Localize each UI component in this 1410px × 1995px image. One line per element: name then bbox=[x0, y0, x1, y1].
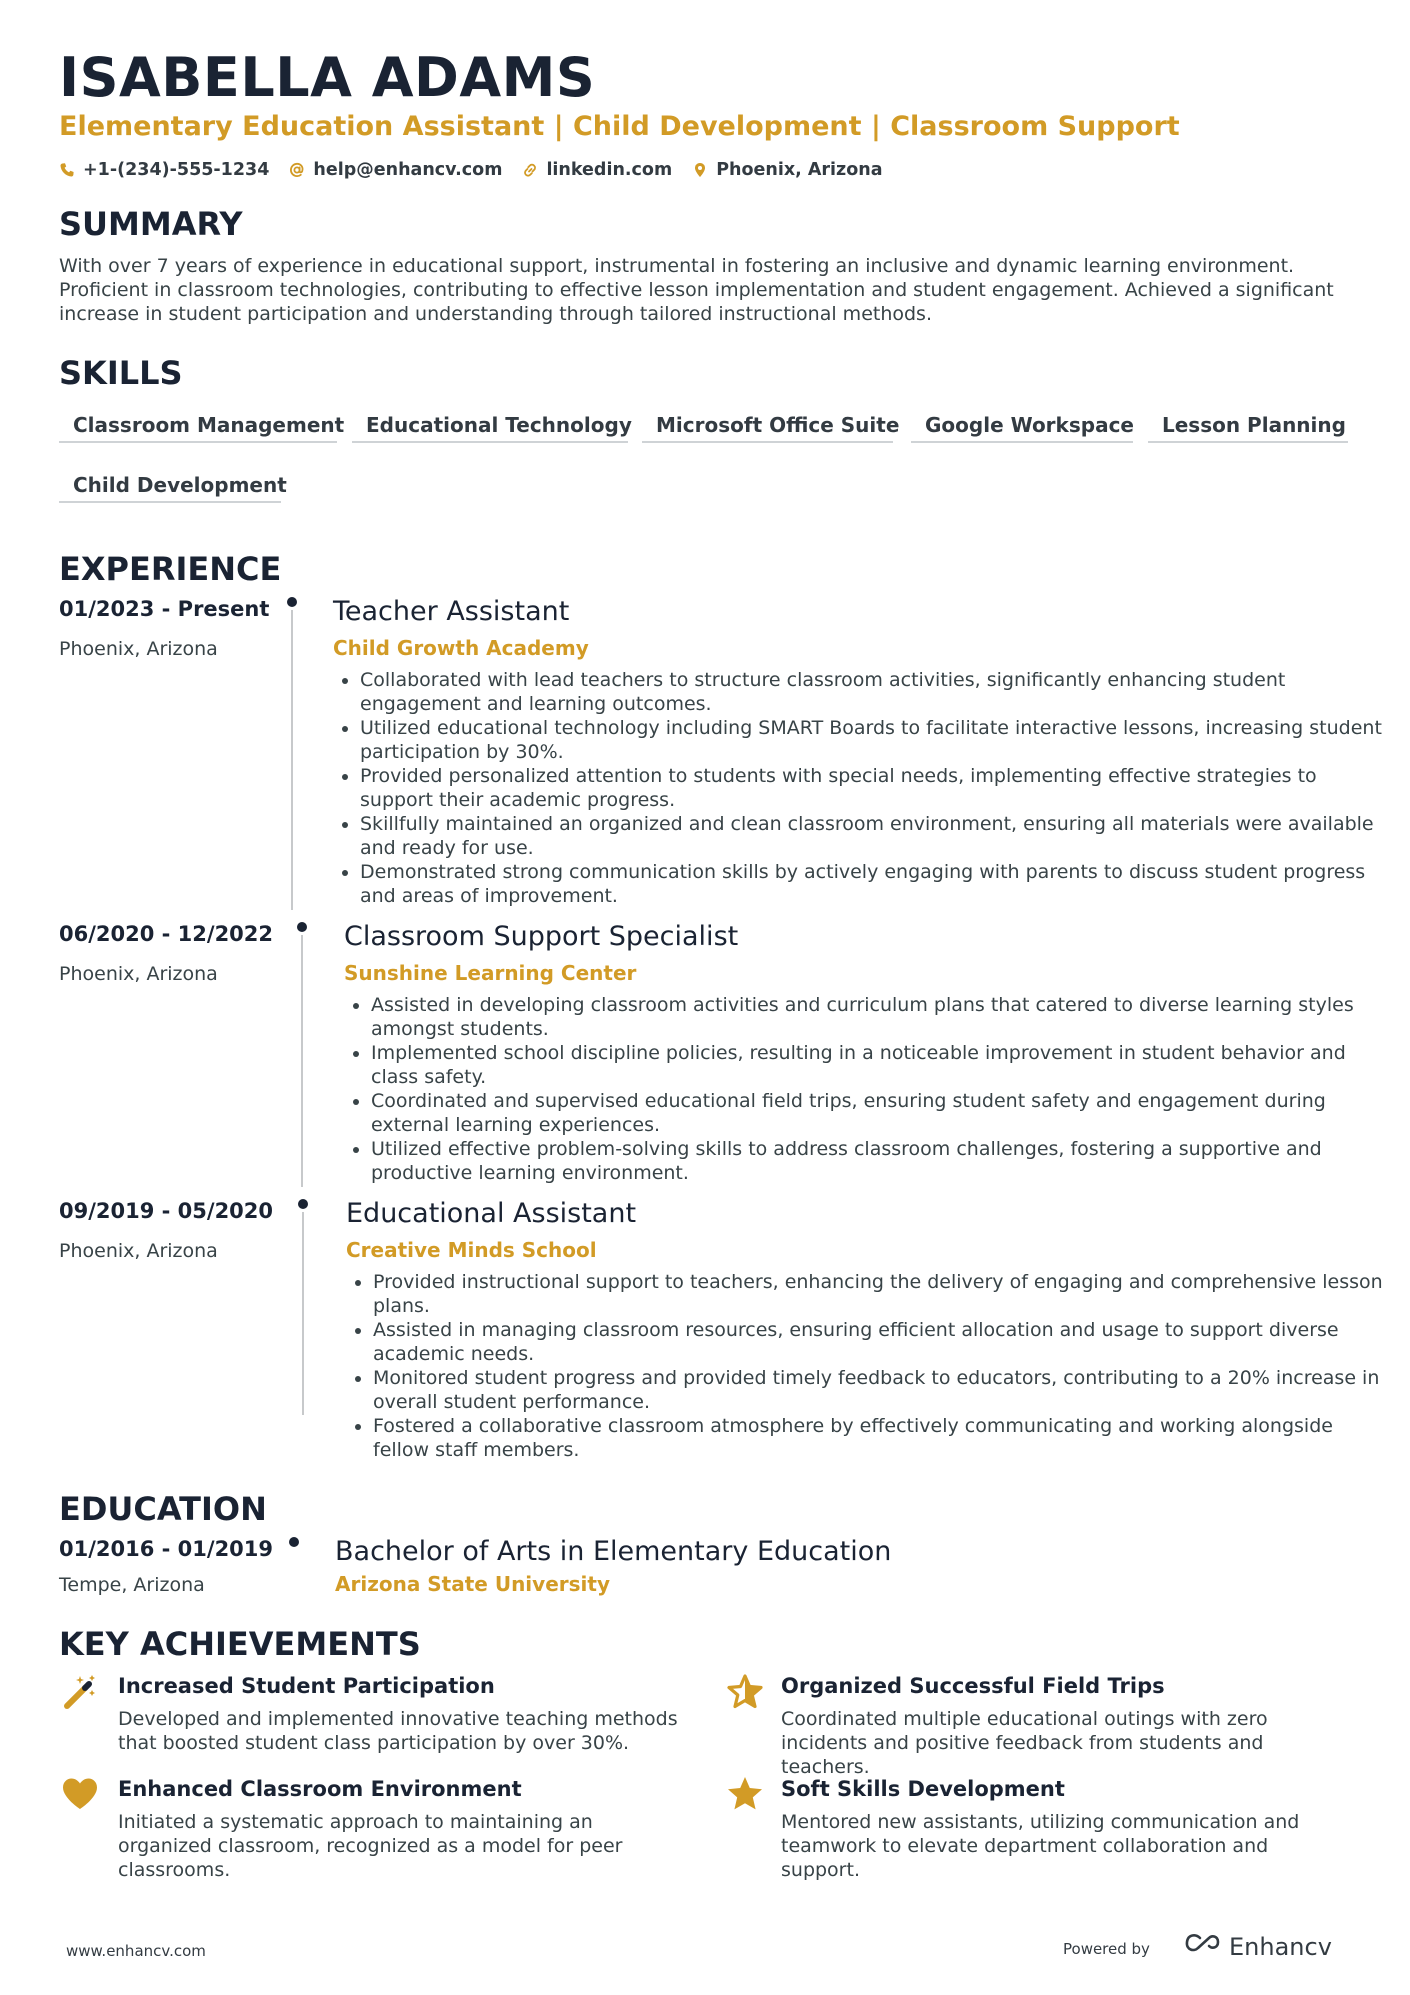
achievement-description: Coordinated multiple educational outings with zero incidents and positive feedback from students and teachers. bbox=[781, 1708, 1268, 1778]
job-bullet: • Utilized effective problem-solving skills to address classroom challenges, fostering a supportive and productive learning environment. bbox=[371, 1137, 1371, 1185]
education-degree: Bachelor of Arts in Elementary Education bbox=[335, 1536, 892, 1567]
link-icon bbox=[522, 162, 538, 178]
job-dates: 09/2019 - 05/2020 bbox=[59, 1199, 274, 1223]
footer-website-link[interactable]: www.enhancv.com bbox=[66, 1942, 206, 1960]
contact-phone-text: +1-(234)-555-1234 bbox=[83, 160, 270, 180]
timeline-line bbox=[301, 935, 303, 1187]
timeline-line bbox=[302, 1212, 304, 1415]
achievement-description: Developed and implemented innovative teaching methods that boosted student class participation by over 30%. bbox=[118, 1708, 678, 1754]
job-location: Phoenix, Arizona bbox=[59, 963, 218, 985]
achievement-title: Organized Successful Field Trips bbox=[781, 1674, 1165, 1698]
education-dates: 01/2016 - 01/2019 bbox=[59, 1537, 274, 1561]
job-dates: 01/2023 - Present bbox=[59, 597, 270, 621]
job-bullet: • Skillfully maintained an organized and clean classroom environment, ensuring all materials were available and ready for use. bbox=[360, 812, 1390, 860]
contact-bar bbox=[59, 160, 883, 180]
job-company: Creative Minds School bbox=[346, 1238, 597, 1262]
achievement-title: Increased Student Participation bbox=[118, 1674, 495, 1698]
magic-wand-icon bbox=[60, 1672, 100, 1712]
candidate-headline: Elementary Education Assistant | Child Development | Classroom Support bbox=[59, 111, 1180, 142]
job-title: Classroom Support Specialist bbox=[344, 921, 739, 952]
contact-email[interactable] bbox=[289, 160, 502, 180]
timeline-dot bbox=[289, 1537, 299, 1547]
summary-text: With over 7 years of experience in educational support, instrumental in fostering an inclusive and dynamic learning environment. Proficient in classroom technologies, contributing to effective lesson implementation and student engagement. Achieved a significant increase in student participation and understanding through tailored instructional methods. bbox=[59, 255, 1334, 325]
skill-tag: Classroom Management bbox=[59, 407, 337, 443]
timeline-dot bbox=[298, 1199, 308, 1209]
experience-heading: EXPERIENCE bbox=[59, 550, 282, 588]
education-school: Arizona State University bbox=[335, 1572, 610, 1596]
footer-powered-by: Powered by bbox=[1063, 1940, 1150, 1958]
skill-tag: Educational Technology bbox=[352, 407, 628, 443]
timeline-dot bbox=[287, 597, 297, 607]
candidate-name: ISABELLA ADAMS bbox=[59, 46, 596, 109]
job-bullet: • Assisted in developing classroom activities and curriculum plans that catered to diverse learning styles amongst students. bbox=[371, 993, 1371, 1041]
job-bullet: • Utilized educational technology including SMART Boards to facilitate interactive lessons, increasing student participation by 30%. bbox=[360, 716, 1390, 764]
job-location: Phoenix, Arizona bbox=[59, 1240, 218, 1262]
contact-location bbox=[692, 160, 882, 180]
job-bullets bbox=[346, 1270, 1383, 1462]
timeline-line bbox=[291, 610, 293, 910]
heart-icon bbox=[60, 1774, 100, 1814]
contact-linkedin-text: linkedin.com bbox=[546, 160, 673, 180]
job-company: Child Growth Academy bbox=[333, 636, 589, 660]
job-bullet: • Monitored student progress and provided timely feedback to educators, contributing to a 20% increase in overall student performance. bbox=[373, 1366, 1383, 1414]
job-bullets bbox=[344, 993, 1371, 1185]
education-location: Tempe, Arizona bbox=[59, 1574, 205, 1596]
footer-brand-name: Enhancv bbox=[1229, 1933, 1332, 1961]
star-icon bbox=[725, 1774, 765, 1814]
phone-icon bbox=[59, 162, 75, 178]
job-bullet: • Demonstrated strong communication skills by actively engaging with parents to discuss student progress and areas of improvement. bbox=[360, 860, 1390, 908]
achievement-description: Initiated a systematic approach to maintaining an organized classroom, recognized as a model for peer classrooms. bbox=[118, 1811, 623, 1881]
contact-email-text: help@enhancv.com bbox=[313, 160, 503, 180]
contact-location-text: Phoenix, Arizona bbox=[716, 160, 883, 180]
job-bullet: • Collaborated with lead teachers to structure classroom activities, significantly enhancing student engagement and learning outcomes. bbox=[360, 668, 1390, 716]
enhancv-logo-icon bbox=[1183, 1930, 1223, 1960]
skill-tag: Microsoft Office Suite bbox=[642, 407, 893, 443]
job-location: Phoenix, Arizona bbox=[59, 638, 218, 660]
contact-phone[interactable] bbox=[59, 160, 269, 180]
star-outline-icon bbox=[725, 1672, 765, 1712]
location-pin-icon bbox=[692, 162, 708, 178]
job-bullets bbox=[333, 668, 1390, 908]
achievement-title: Enhanced Classroom Environment bbox=[118, 1777, 522, 1801]
education-heading: EDUCATION bbox=[59, 1490, 267, 1528]
job-title: Educational Assistant bbox=[346, 1198, 637, 1229]
contact-linkedin[interactable] bbox=[522, 160, 672, 180]
summary-heading: SUMMARY bbox=[59, 205, 243, 243]
at-icon bbox=[289, 162, 305, 178]
job-bullet: • Implemented school discipline policies, resulting in a noticeable improvement in student behavior and class safety. bbox=[371, 1041, 1371, 1089]
job-bullet: • Provided personalized attention to students with special needs, implementing effective strategies to support their academic progress. bbox=[360, 764, 1390, 812]
skills-heading: SKILLS bbox=[59, 354, 183, 392]
job-dates: 06/2020 - 12/2022 bbox=[59, 922, 274, 946]
skill-tag: Google Workspace bbox=[911, 407, 1133, 443]
job-company: Sunshine Learning Center bbox=[344, 961, 637, 985]
achievements-heading: KEY ACHIEVEMENTS bbox=[59, 1625, 421, 1663]
job-bullet: • Assisted in managing classroom resources, ensuring efficient allocation and usage to support diverse academic needs. bbox=[373, 1318, 1383, 1366]
skill-tag: Lesson Planning bbox=[1148, 407, 1348, 443]
job-bullet: • Coordinated and supervised educational field trips, ensuring student safety and engagement during external learning experiences. bbox=[371, 1089, 1371, 1137]
timeline-dot bbox=[297, 922, 307, 932]
achievement-title: Soft Skills Development bbox=[781, 1777, 1065, 1801]
job-title: Teacher Assistant bbox=[333, 596, 570, 627]
skill-tag: Child Development bbox=[59, 467, 281, 503]
job-bullet: • Provided instructional support to teachers, enhancing the delivery of engaging and comprehensive lesson plans. bbox=[373, 1270, 1383, 1318]
achievement-description: Mentored new assistants, utilizing communication and teamwork to elevate department collaboration and support. bbox=[781, 1811, 1300, 1881]
job-bullet: • Fostered a collaborative classroom atmosphere by effectively communicating and working alongside fellow staff members. bbox=[373, 1414, 1383, 1462]
